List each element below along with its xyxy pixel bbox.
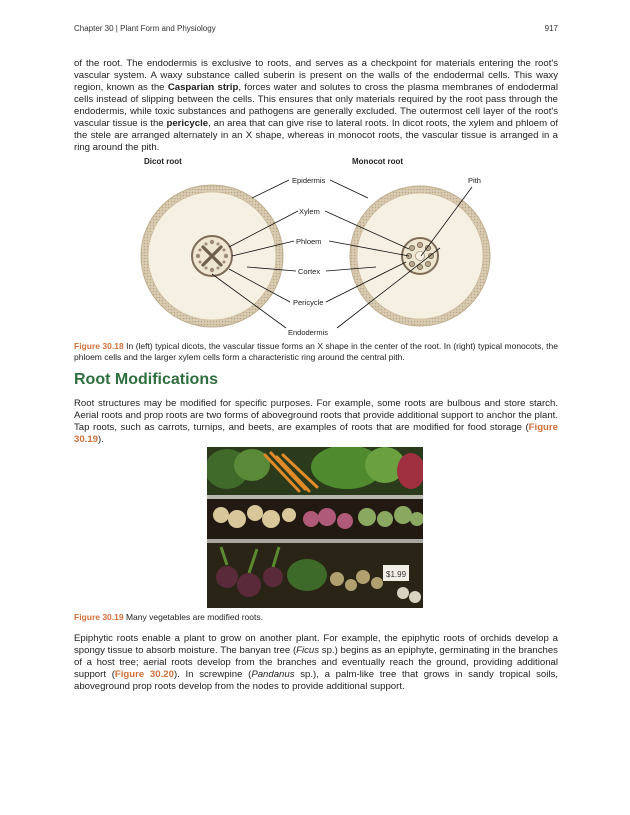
para3-text-4: sp.), a palm-like tree that grows in sandy tropical soils, aboveground prop roots develop from the nodes to provide additional support. xyxy=(74,669,558,692)
term-pandanus: Pandanus xyxy=(251,669,295,680)
root-modifications-paragraph xyxy=(74,398,558,446)
figure-30-20-link[interactable]: Figure 30.20 xyxy=(114,669,174,680)
epiphytic-roots-paragraph xyxy=(74,633,558,693)
intro-text-3: , an area that can give rise to lateral roots. In dicot roots, the xylem and phloem of the stele are arranged alternately in an X shape, whereas in monocot roots, the vascular tissue is arranged in a ring around the pith. xyxy=(74,118,558,153)
monocot-root-title: Monocot root xyxy=(352,157,404,166)
para3-text-1: Epiphytic roots enable a plant to grow on another plant. For example, the epiphytic roots of orchids develop a spongy tissue to absorb moisture. The banyan tree ( xyxy=(74,633,558,656)
figure-30-18-label: Figure 30.18 xyxy=(74,341,124,351)
label-epidermis: Epidermis xyxy=(292,176,326,185)
term-ficus: Ficus xyxy=(296,645,320,656)
figure-30-19-text: Many vegetables are modified roots. xyxy=(123,612,263,622)
price-tag-text: $1.99 xyxy=(386,570,407,579)
vegetables-photo xyxy=(207,447,423,608)
root-cross-section-diagram xyxy=(140,152,560,340)
label-pith: Pith xyxy=(468,176,481,185)
dicot-root xyxy=(141,185,283,327)
intro-text-1: of the root. The endodermis is exclusive to roots, and serves as a checkpoint for materials entering the root's vascular system. A waxy substance called suberin is present on the walls of the endodermal cells. This waxy region, known as the xyxy=(74,58,558,93)
para2-text-1: Root structures may be modified for specific purposes. For example, some roots are bulbous and store starch. Aerial roots and prop roots are two forms of aboveground roots that provide additional support to anchor the plant. Tap roots, such as carrots, turnips, and beets, are examples of roots that are modified for food storage ( xyxy=(74,398,558,433)
figure-30-19-link[interactable]: Figure 30.19 xyxy=(74,422,558,445)
section-heading: Root Modifications xyxy=(74,371,218,388)
intro-paragraph xyxy=(74,58,558,154)
figure-30-19-caption xyxy=(74,612,558,623)
label-endodermis: Endodermis xyxy=(288,328,329,337)
para3-text-3: ). In screwpine ( xyxy=(173,669,252,680)
figure-30-19-label: Figure 30.19 xyxy=(74,612,124,622)
label-cortex: Cortex xyxy=(298,267,321,276)
para2-text-2: ). xyxy=(98,434,104,445)
intro-text-2: , forces water and solutes to cross the plasma membranes of endodermal cells instead of slipping between the cells. This ensures that only materials required by the root pass through the endodermis, while toxic substances and pathogens are generally excluded. The outermost cell layer of the root's vascular tissue is the xyxy=(74,82,558,129)
monocot-root xyxy=(350,186,490,326)
label-xylem: Xylem xyxy=(299,207,320,216)
dicot-root-title: Dicot root xyxy=(144,157,182,166)
chapter-title: Chapter 30 | Plant Form and Physiology xyxy=(74,24,216,33)
term-pericycle: pericycle xyxy=(166,118,209,129)
para3-text-2: sp.) begins as an epiphyte, germinating in the branches of a host tree; aerial roots develop from the branches and eventually reach the ground, providing additional support ( xyxy=(74,645,558,680)
figure-30-18-caption xyxy=(74,341,558,363)
term-casparian-strip: Casparian strip xyxy=(167,82,239,93)
page-header xyxy=(74,24,558,33)
label-phloem: Phloem xyxy=(296,237,322,246)
figure-30-18-text: In (left) typical dicots, the vascular tissue forms an X shape in the center of the root. In (right) typical monocots, the phloem cells and the larger xylem cells form a characteristic ring around the central pith. xyxy=(74,341,558,362)
label-pericycle: Pericycle xyxy=(293,298,324,307)
page-number: 917 xyxy=(544,24,558,33)
